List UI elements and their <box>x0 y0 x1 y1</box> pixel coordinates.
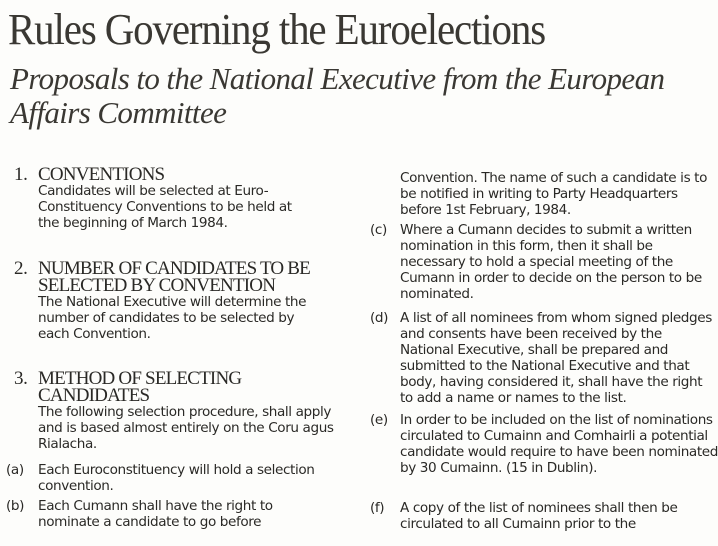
list-item-a <box>0 462 362 494</box>
item-label: (b) <box>6 498 25 514</box>
list-item-b <box>0 498 362 530</box>
section-body: Candidates will be selected at Euro-Constituency Conventions to be held at the beginning of March 1984. <box>38 183 292 231</box>
item-text: Where a Cumann decides to submit a written nomination in this form, then it shall be necessary to hold a special meeting of the Cumann in order to decide on the person to be nominated. <box>400 222 702 302</box>
section-conventions <box>0 166 362 231</box>
item-label: (a) <box>6 462 24 478</box>
section-heading: NUMBER OF CANDIDATES TO BE SELECTED BY CONVENTION <box>38 258 310 296</box>
section-number: 2. <box>14 258 28 279</box>
item-text: A copy of the list of nominees shall then be circulated to all Cumainn prior to the <box>400 500 678 532</box>
list-item-c <box>362 222 718 302</box>
document-subtitle: Proposals to the National Executive from the European Affairs Committee <box>10 61 665 130</box>
item-label: (d) <box>370 310 389 326</box>
item-text: Each Euroconstituency will hold a selection convention. <box>38 462 315 494</box>
section-method-of-selecting <box>0 370 362 452</box>
list-item-d <box>362 310 718 406</box>
section-body: The following selection procedure, shall apply and is based almost entirely on the Coru agus Rialacha. <box>38 404 334 452</box>
item-text: Each Cumann shall have the right to nominate a candidate to go before <box>38 498 273 530</box>
item-label: (f) <box>370 500 385 516</box>
list-item-b-continued <box>362 170 718 218</box>
section-heading: CONVENTIONS <box>38 164 165 185</box>
section-number-of-candidates <box>0 260 362 342</box>
section-heading: METHOD OF SELECTING CANDIDATES <box>38 368 242 406</box>
item-label: (e) <box>370 412 388 428</box>
section-number: 1. <box>14 164 28 185</box>
list-item-f <box>362 500 718 532</box>
item-text: In order to be included on the list of nominations circulated to Cumainn and Comhairli a potential candidate would require to have been nominated by 30 Cumainn. (15 in Dublin). <box>400 412 718 476</box>
item-text: Convention. The name of such a candidate is to be notified in writing to Party Headquarters before 1st February, 1984. <box>400 170 708 218</box>
document-title: Rules Governing the Euroelections <box>8 5 546 54</box>
section-number: 3. <box>14 368 28 389</box>
item-label: (c) <box>370 222 387 238</box>
list-item-e <box>362 412 718 476</box>
section-body: The National Executive will determine the number of candidates to be selected by each Convention. <box>38 294 307 342</box>
item-text: A list of all nominees from whom signed pledges and consents have been received by the National Executive, shall be prepared and submitted to the National Executive and that body, having considered it, shall have the right to add a name or names to the list. <box>400 310 712 406</box>
